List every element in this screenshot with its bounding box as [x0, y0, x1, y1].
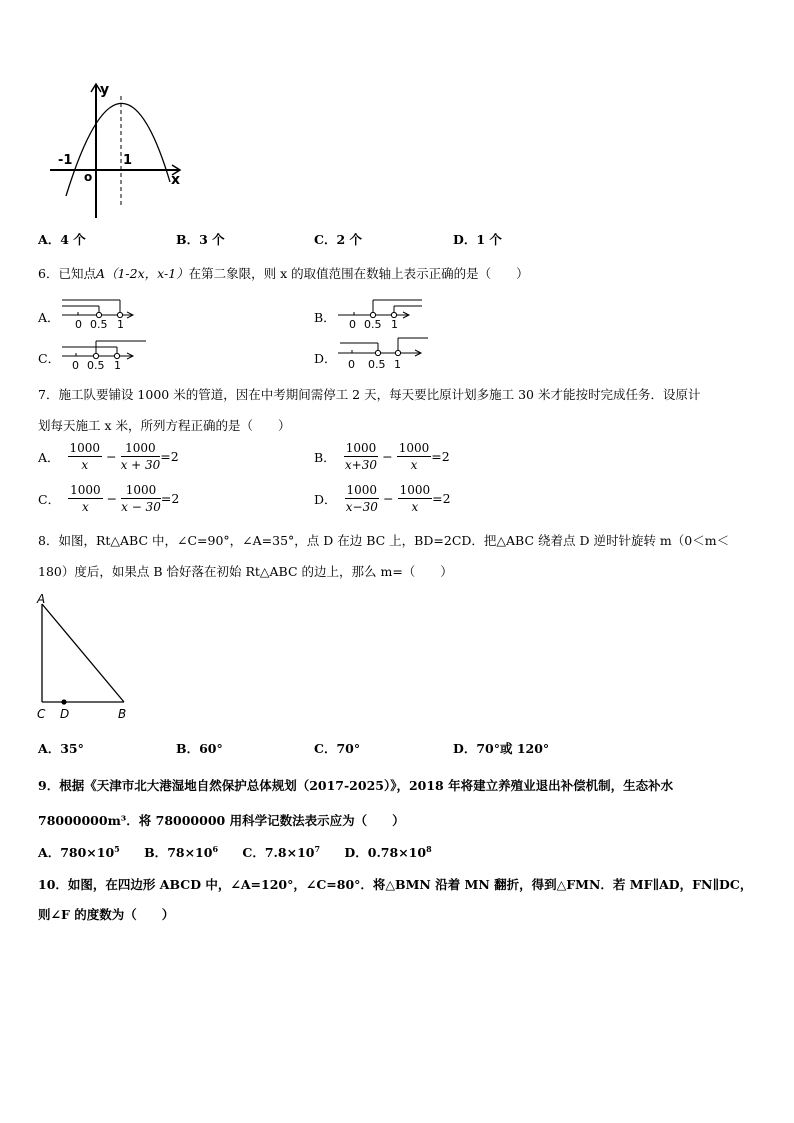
- tick-0: 0: [75, 318, 82, 330]
- svg-text:C: C: [37, 707, 46, 721]
- q7-option-a[interactable]: A． $\frac{1000}{x}$ − $\frac{1000}{x + 30}$ =2: [38, 441, 179, 472]
- svg-text:0.5: 0.5: [368, 358, 386, 371]
- q8-option-a[interactable]: A．35°: [38, 741, 84, 756]
- q6-number-line-d: [336, 333, 436, 371]
- q10-line1: 10．如图，在四边形 ABCD 中，∠A=120°，∠C=80°．将△BMN 沿着 MN 翻折，得到△FMN．若 MF∥AD，FN∥DC，: [38, 877, 753, 892]
- svg-text:0: 0: [348, 358, 355, 371]
- q7-option-b[interactable]: B． $\frac{1000}{x+30}$ − $\frac{1000}{x}$ =2: [314, 441, 450, 472]
- svg-text:D: D: [60, 707, 70, 721]
- parabola-curve: [66, 103, 170, 196]
- q8-option-d[interactable]: D．70°或 120°: [453, 741, 550, 756]
- svg-text:1: 1: [114, 359, 121, 371]
- q7-option-c[interactable]: C． $\frac{1000}{x}$ − $\frac{1000}{x - 30}$ =2: [38, 483, 180, 514]
- q6-number-line-a: [60, 292, 150, 330]
- svg-text:0: 0: [72, 359, 79, 371]
- neg-one-label: -1: [58, 153, 73, 168]
- q9-option-b[interactable]: B．$78\times 10^6$: [144, 843, 219, 860]
- y-label: y: [100, 82, 110, 98]
- q7-line2: 划每天施工 x 米，所列方程正确的是（ ）: [38, 418, 291, 433]
- svg-text:1: 1: [391, 318, 398, 330]
- q6-option-d-letter[interactable]: D．: [314, 351, 337, 366]
- q7-line1: 7．施工队要铺设 1000 米的管道，因在中考期间需停工 2 天，每天要比原计划多施工 30 米才能按时完成任务．设原计: [38, 387, 701, 402]
- svg-text:0.5: 0.5: [87, 359, 105, 371]
- q8-option-c[interactable]: C．70°: [314, 741, 361, 756]
- q9-option-a[interactable]: A．$780\times 10^5$: [38, 843, 120, 860]
- q8-option-b[interactable]: B．60°: [176, 741, 223, 756]
- q5-option-d[interactable]: D．1 个: [453, 232, 502, 247]
- q6-option-b-letter[interactable]: B．: [314, 310, 336, 325]
- q8-line2: 180）度后，如果点 B 恰好落在初始 Rt△ABC 的边上，那么 m=（ ）: [38, 564, 453, 579]
- q6-number-line-c: [60, 333, 150, 371]
- x-label: x: [171, 172, 181, 188]
- one-label: 1: [123, 153, 133, 168]
- svg-text:A: A: [37, 592, 46, 606]
- q9-line2: 78000000m³．将 78000000 用科学记数法表示应为（ ）: [38, 813, 405, 828]
- point-d: [61, 699, 66, 704]
- q8-triangle-figure: [34, 590, 134, 725]
- q10-line2: 则∠F 的度数为（ ）: [38, 907, 175, 922]
- svg-text:0.5: 0.5: [364, 318, 382, 330]
- svg-text:0: 0: [349, 318, 356, 330]
- q9-line1: 9．根据《天津市北大港湿地自然保护总体规划（2017-2025）》，2018 年将建立养殖业退出补偿机制，生态补水: [38, 778, 674, 793]
- q5-option-c[interactable]: C．2 个: [314, 232, 363, 247]
- q5-option-a[interactable]: A．4 个: [38, 232, 86, 247]
- q9-option-d[interactable]: D．$0.78\times 10^8$: [344, 843, 432, 860]
- svg-text:1: 1: [394, 358, 401, 371]
- q8-line1: 8．如图，Rt△ABC 中，∠C=90°，∠A=35°，点 D 在边 BC 上，BD=2CD．把△ABC 绕着点 D 逆时针旋转 m（0＜m＜: [38, 533, 730, 548]
- q6-number-line-b: [336, 292, 426, 330]
- q5-option-b[interactable]: B．3 个: [176, 232, 225, 247]
- q7-option-d[interactable]: D． $\frac{1000}{x-30}$ − $\frac{1000}{x}$ =2: [314, 483, 451, 514]
- q9-options: [38, 843, 432, 861]
- q6-option-a-letter[interactable]: A．: [38, 310, 60, 325]
- q6-stem: 6．已知点A（1-2x，x-1）在第二象限，则 x 的取值范围在数轴上表示正确的是（ ）: [38, 266, 529, 281]
- tick-0-5: 0.5: [90, 318, 108, 330]
- q6-option-c-letter[interactable]: C．: [38, 351, 61, 366]
- parabola-graph: [44, 78, 194, 223]
- tick-1: 1: [117, 318, 124, 330]
- origin-label: o: [84, 170, 93, 184]
- q9-option-c[interactable]: C．$7.8\times 10^7$: [242, 843, 321, 860]
- svg-text:B: B: [118, 707, 127, 721]
